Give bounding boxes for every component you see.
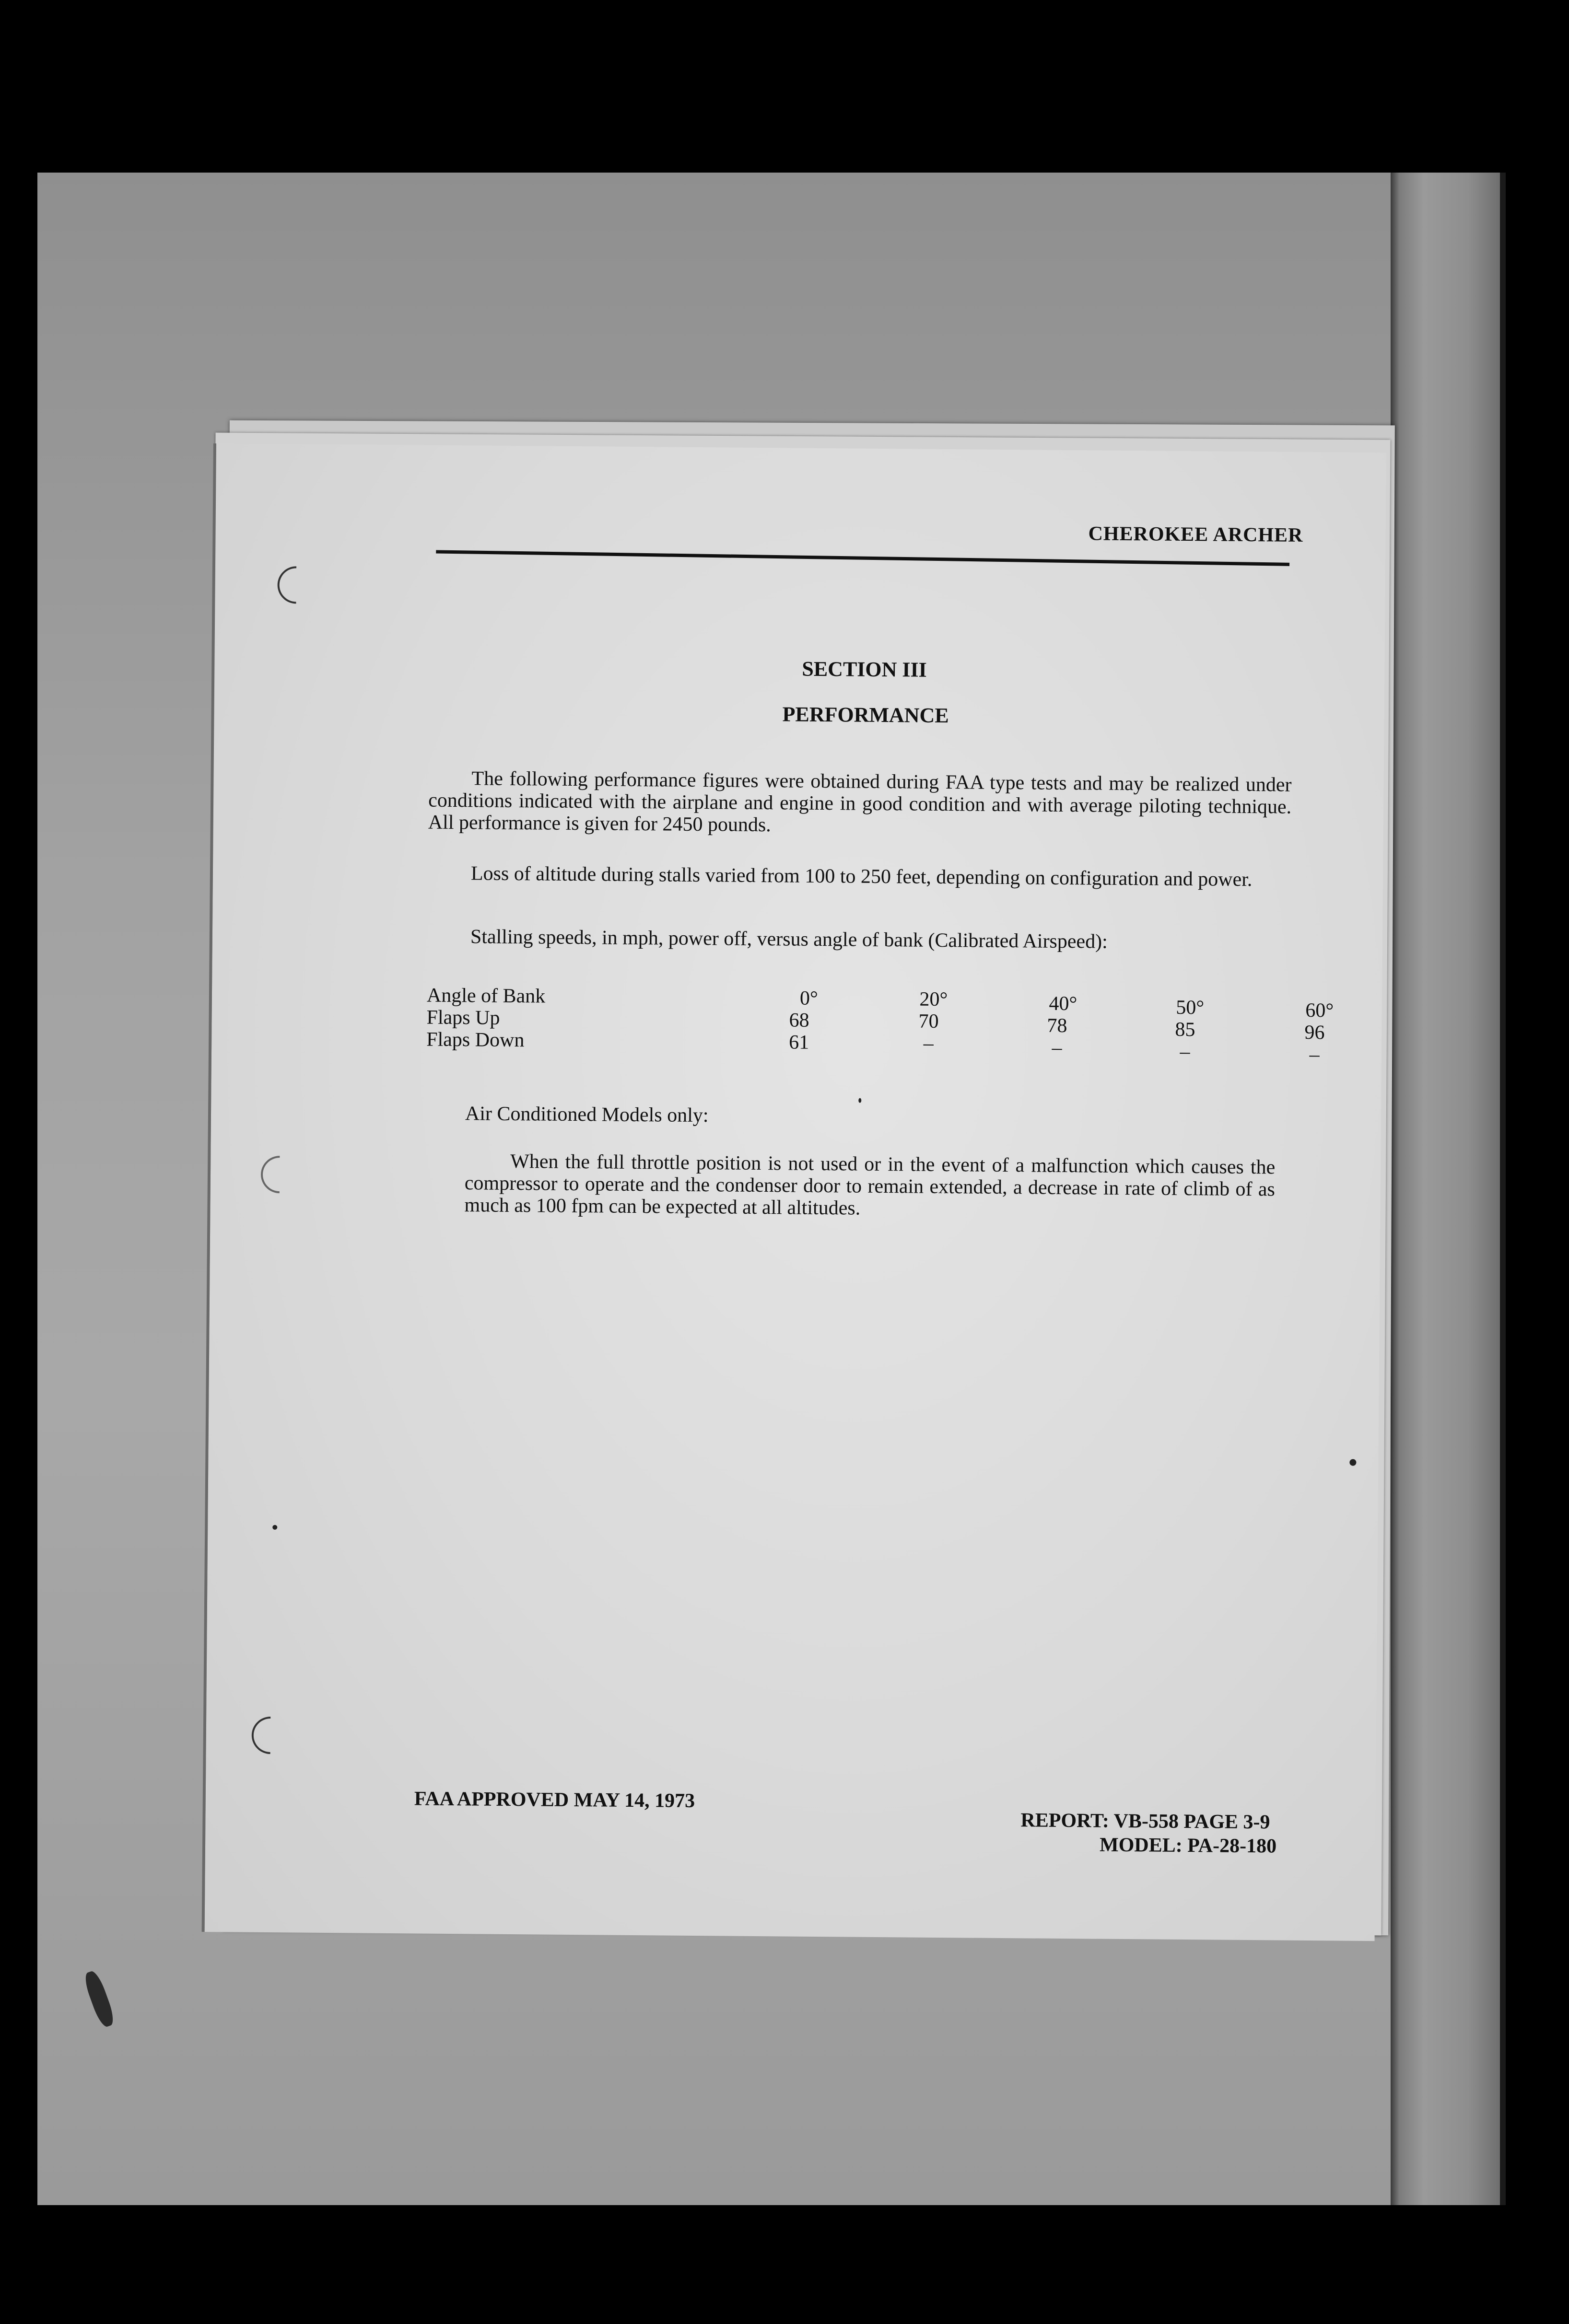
document-page: [202, 443, 1386, 1941]
table-row-label: Flaps Down: [426, 1028, 525, 1052]
table-cell: 85: [1175, 1018, 1195, 1041]
table-cell: 40°: [1049, 992, 1077, 1015]
table-cell: –: [1309, 1043, 1320, 1066]
table-cell: 50°: [1176, 996, 1205, 1019]
table-cell: 0°: [799, 987, 819, 1010]
faa-approval-date: FAA APPROVED MAY 14, 1973: [414, 1788, 695, 1812]
section-number: SECTION III: [802, 657, 927, 682]
air-conditioned-heading: Air Conditioned Models only:: [465, 1103, 709, 1127]
stalling-intro-paragraph: Stalling speeds, in mph, power off, versus angle of bank (Calibrated Airspeed):: [470, 926, 1108, 953]
table-cell: 78: [1047, 1014, 1067, 1037]
table-cell: –: [923, 1032, 934, 1055]
table-cell: 68: [789, 1009, 809, 1032]
table-cell: 60°: [1305, 999, 1334, 1022]
table-row-label: Angle of Bank: [426, 984, 546, 1008]
board-right-strip: [1391, 173, 1501, 2205]
table-cell: –: [1180, 1040, 1190, 1063]
punch-hole-icon: [253, 1148, 306, 1201]
table-cell: 20°: [919, 988, 948, 1011]
dust-speck: [1349, 1459, 1356, 1466]
air-conditioned-paragraph: When the full throttle position is not used or in the event of a malfunction which causes the compressor to operate and the condenser door to remain extended, a decrease in rate of climb of as much as 100 fpm can be expected at all altitudes.: [464, 1150, 1276, 1220]
report-number: REPORT: VB-558 PAGE 3-9: [1020, 1809, 1270, 1834]
table-cell: 61: [789, 1031, 809, 1054]
header-rule: [436, 550, 1289, 566]
document-header-title: CHEROKEE ARCHER: [1088, 523, 1303, 546]
table-row-label: Flaps Up: [426, 1006, 500, 1029]
dust-speck: [858, 1098, 861, 1103]
intro-paragraph: The following performance figures were obtained during FAA type tests and may be realized under conditions indicated with the airplane and engine in good condition and with average piloting technique. All performance is given for 2450 pounds.: [428, 767, 1292, 837]
table-cell: –: [1052, 1036, 1062, 1059]
table-cell: 70: [918, 1010, 939, 1033]
board-right-edge: [1500, 173, 1506, 2205]
table-cell: 96: [1304, 1021, 1325, 1044]
altitude-loss-paragraph: Loss of altitude during stalls varied from 100 to 250 feet, depending on configuration and power.: [470, 862, 1253, 891]
punch-hole-icon: [270, 558, 323, 611]
model-number: MODEL: PA-28-180: [1099, 1834, 1277, 1858]
punch-hole-icon: [244, 1709, 297, 1762]
section-title: PERFORMANCE: [782, 702, 949, 728]
dust-speck: [272, 1525, 277, 1530]
